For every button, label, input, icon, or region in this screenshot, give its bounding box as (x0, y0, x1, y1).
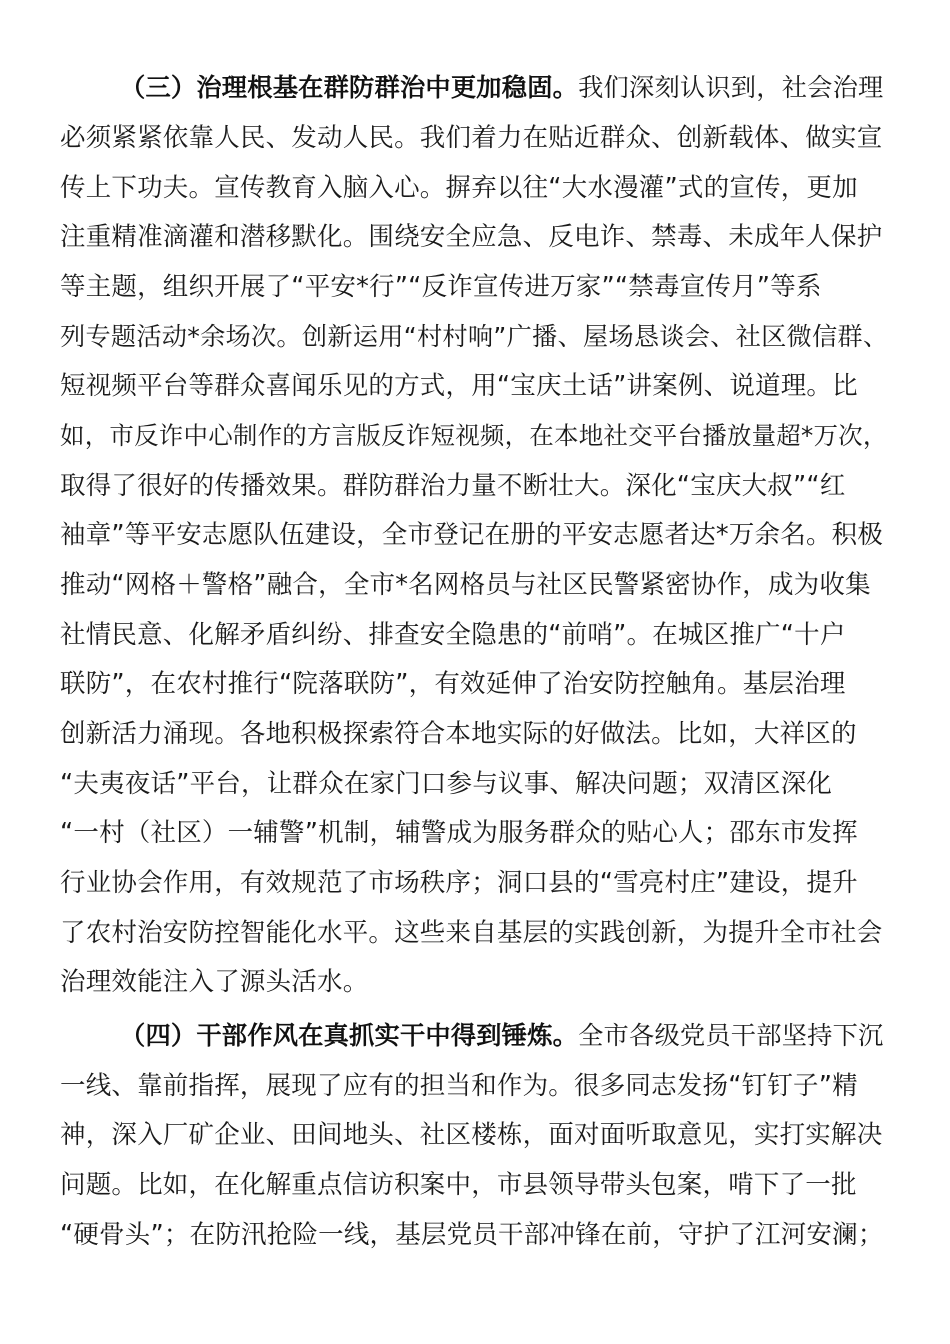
text-run: 我们深刻认识到，社会治理 (578, 73, 884, 102)
text-line: “夫夷夜话”平台，让群众在家门口参与议事、解决问题；双清区深化 (60, 769, 833, 799)
text-line: 行业协会作用，有效规范了市场秩序；洞口县的“雪亮村庄”建设，提升 (60, 868, 858, 898)
text-line: 了农村治安防控智能化水平。这些来自基层的实践创新，为提升全市社会 (60, 918, 883, 948)
text-line: 推动“网格＋警格”融合，全市*名网格员与社区民警紧密协作，成为收集 (60, 570, 871, 600)
text-line (120, 1016, 884, 1056)
text-line: 社情民意、化解矛盾纠纷、排查安全隐患的“前哨”。在城区推广“十户 (60, 620, 846, 650)
text-line: 创新活力涌现。各地积极探索符合本地实际的好做法。比如，大祥区的 (60, 719, 857, 749)
text-line: 一线、靠前指挥，展现了应有的担当和作为。很多同志发扬“钉钉子”精 (60, 1071, 858, 1101)
text-line: 必须紧紧依靠人民、发动人民。我们着力在贴近群众、创新载体、做实宣 (60, 123, 883, 153)
text-line (120, 68, 884, 108)
text-run: 全市各级党员干部坚持下沉 (578, 1021, 884, 1050)
text-line: 短视频平台等群众喜闻乐见的方式，用“宝庆土话”讲案例、说道理。比 (60, 371, 858, 401)
text-line: 取得了很好的传播效果。群防群治力量不断壮大。深化“宝庆大叔”“红 (60, 471, 846, 501)
text-line: 传上下功夫。宣传教育入脑入心。摒弃以往“大水漫灌”式的宣传，更加 (60, 173, 858, 203)
text-line: 列专题活动*余场次。创新运用“村村响”广播、屋场恳谈会、社区微信群、 (60, 322, 889, 351)
text-line: 联防”，在农村推行“院落联防”，有效延伸了治安防控触角。基层治理 (60, 669, 846, 699)
text-line: 如，市反诈中心制作的方言版反诈短视频，在本地社交平台播放量超*万次， (60, 421, 888, 450)
text-line: 神，深入厂矿企业、田间地头、社区楼栋，面对面听取意见，实打实解决 (60, 1120, 883, 1150)
text-line: “一村（社区）一辅警”机制，辅警成为服务群众的贴心人；邵东市发挥 (60, 818, 858, 848)
text-line: 治理效能注入了源头活水。 (60, 967, 369, 997)
text-line: “硬骨头”；在防汛抢险一线，基层党员干部冲锋在前，守护了江河安澜； (60, 1220, 884, 1250)
section-heading: （四）干部作风在真抓实干中得到锤炼。 (120, 1021, 579, 1050)
text-line: 等主题，组织开展了“平安*行”“反诈宣传进万家”“禁毒宣传月”等系 (60, 272, 822, 302)
text-line: 注重精准滴灌和潜移默化。围绕安全应急、反电诈、禁毒、未成年人保护 (60, 222, 883, 252)
text-line: 问题。比如，在化解重点信访积案中，市县领导带头包案，啃下了一批 (60, 1170, 857, 1200)
section-heading: （三）治理根基在群防群治中更加稳固。 (120, 73, 579, 102)
text-line: 袖章”等平安志愿队伍建设，全市登记在册的平安志愿者达*万余名。积极 (60, 520, 884, 550)
